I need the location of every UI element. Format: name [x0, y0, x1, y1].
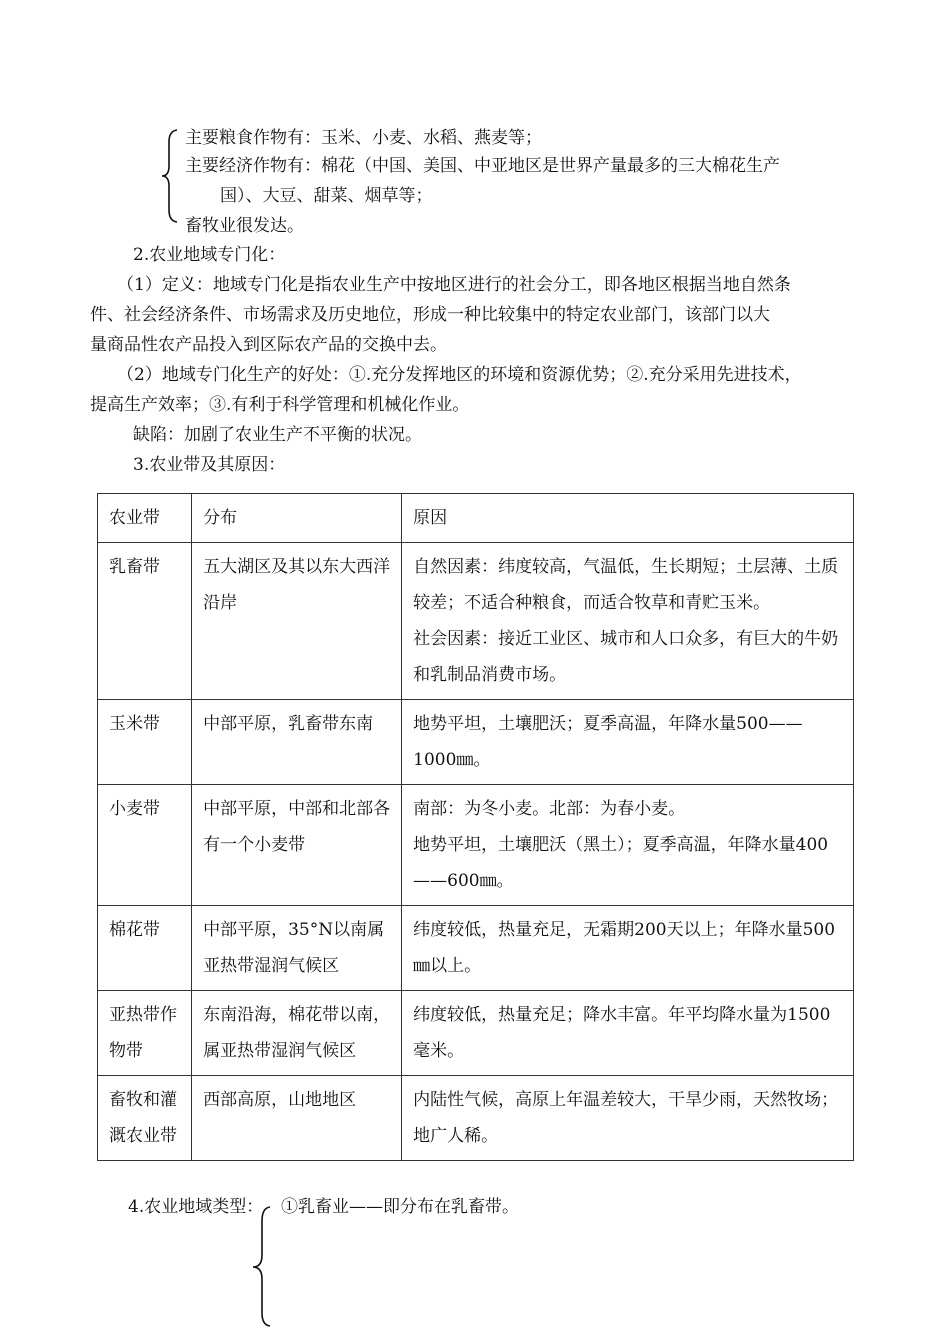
grain-crops-text: 主要粮食作物有：玉米、小麦、水稻、燕麦等； — [185, 128, 542, 148]
table-row — [98, 700, 854, 785]
section4-brace — [250, 1205, 274, 1327]
distribution-cell: 东南沿海，棉花带以南，属亚热带湿润气候区 — [192, 991, 402, 1076]
reason-text: 南部：为冬小麦。北部：为春小麦。 — [413, 799, 686, 819]
table-header-row — [98, 494, 854, 543]
table-row — [98, 906, 854, 991]
section4-title: 4.农业地域类型： — [128, 1197, 264, 1217]
reason-text: 纬度较低，热量充足，无霜期200天以上；年降水量500 ㎜以上。 — [413, 920, 836, 976]
table-row — [98, 1076, 854, 1161]
definition-line3: 量商品性农产品投入到区际农产品的交换中去。 — [90, 335, 447, 355]
section4-item1: ①乳畜业——即分布在乳畜带。 — [281, 1197, 519, 1217]
belt-cell: 玉米带 — [98, 700, 192, 785]
reason-cell — [402, 700, 854, 785]
definition-line1: （1）定义：地域专门化是指农业生产中按地区进行的社会分工，即各地区根据当地自然条 — [117, 275, 791, 295]
table-row — [98, 543, 854, 700]
livestock-text: 畜牧业很发达。 — [185, 216, 304, 236]
distribution-cell: 中部平原，乳畜带东南 — [192, 700, 402, 785]
reason-cell — [402, 543, 854, 700]
reason-cell — [402, 785, 854, 906]
distribution-cell: 西部高原，山地地区 — [192, 1076, 402, 1161]
agriculture-belts-table — [97, 493, 854, 1161]
section2-title: 2.农业地域专门化： — [133, 245, 286, 265]
reason-text: 地势平坦，土壤肥沃（黑土）；夏季高温，年降水量400——600㎜。 — [413, 835, 829, 891]
belt-cell: 小麦带 — [98, 785, 192, 906]
table-row — [98, 991, 854, 1076]
reason-text: 内陆性气候，高原上年温差较大，干旱少雨，天然牧场；地广人稀。 — [413, 1090, 839, 1146]
reason-text: 自然因素：纬度较高，气温低，生长期短；土层薄、土质较差；不适合种粮食，而适合牧草和青贮玉米。 — [413, 557, 839, 613]
distribution-cell: 五大湖区及其以东大西洋沿岸 — [192, 543, 402, 700]
reason-text: 地势平坦，土壤肥沃；夏季高温，年降水量500——1000㎜。 — [413, 714, 803, 770]
section3-title: 3.农业带及其原因： — [133, 455, 286, 475]
cash-crops-text-line1: 主要经济作物有：棉花（中国、美国、中亚地区是世界产量最多的三大棉花生产 — [185, 156, 780, 176]
header-belt: 农业带 — [98, 494, 192, 543]
reason-text: 纬度较低，热量充足；降水丰富。年平均降水量为1500毫米。 — [413, 1005, 831, 1061]
distribution-cell: 中部平原，35°N以南属亚热带湿润气候区 — [192, 906, 402, 991]
reason-text: 社会因素：接近工业区、城市和人口众多，有巨大的牛奶和乳制品消费市场。 — [413, 629, 839, 685]
defect-text: 缺陷：加剧了农业生产不平衡的状况。 — [133, 425, 422, 445]
belt-cell: 畜牧和灌溉农业带 — [98, 1076, 192, 1161]
advantages-line2: 提高生产效率；③.有利于科学管理和机械化作业。 — [90, 395, 470, 415]
crops-brace — [160, 128, 180, 224]
belt-cell: 乳畜带 — [98, 543, 192, 700]
table-row — [98, 785, 854, 906]
reason-cell — [402, 906, 854, 991]
header-distribution: 分布 — [192, 494, 402, 543]
reason-cell — [402, 1076, 854, 1161]
header-reason: 原因 — [402, 494, 854, 543]
belt-cell: 棉花带 — [98, 906, 192, 991]
belt-cell: 亚热带作物带 — [98, 991, 192, 1076]
cash-crops-text-line2: 国）、大豆、甜菜、烟草等； — [220, 186, 433, 206]
definition-line2: 件、社会经济条件、市场需求及历史地位，形成一种比较集中的特定农业部门，该部门以大 — [90, 305, 770, 325]
advantages-line1: （2）地域专门化生产的好处：①.充分发挥地区的环境和资源优势；②.充分采用先进技术， — [117, 365, 802, 385]
reason-cell — [402, 991, 854, 1076]
distribution-cell: 中部平原，中部和北部各有一个小麦带 — [192, 785, 402, 906]
